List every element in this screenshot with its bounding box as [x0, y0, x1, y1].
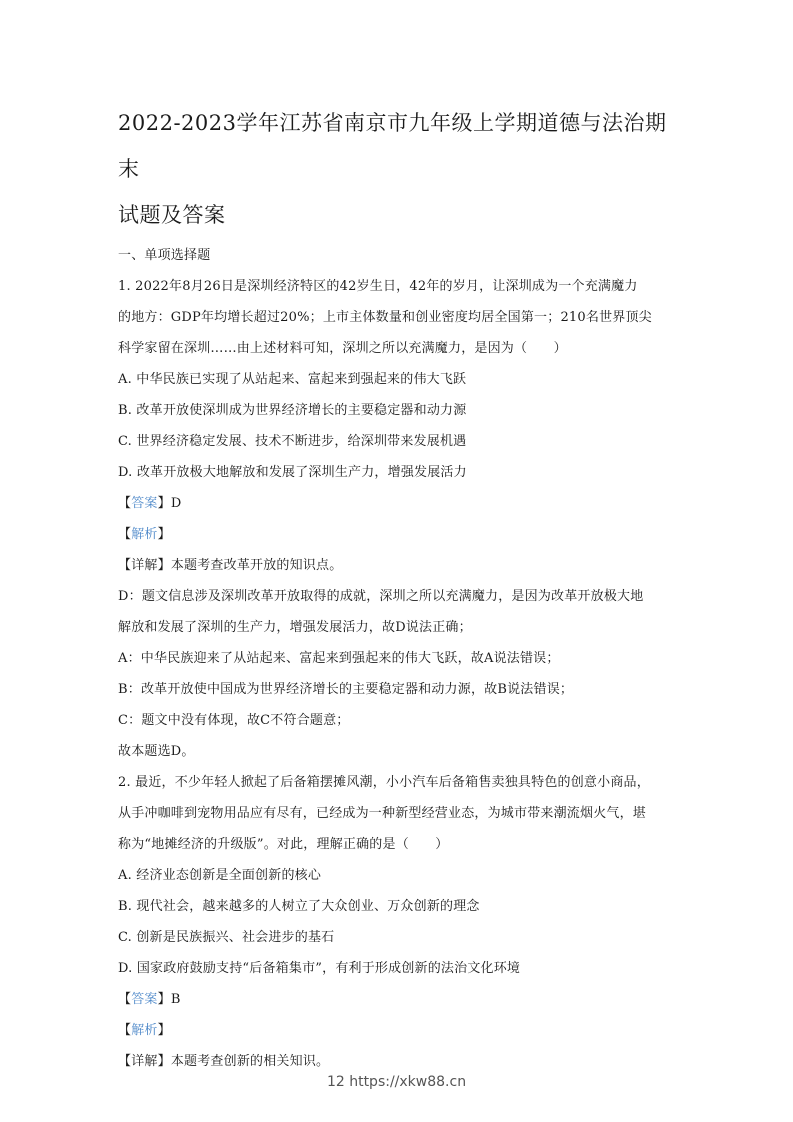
answer-tag: 【答案】	[118, 992, 171, 1007]
option-c: C. 世界经济稳定发展、技术不断进步，给深圳带来发展机遇	[118, 434, 467, 449]
detail-line: A：中华民族迎来了从站起来、富起来到强起来的伟大飞跃，故A说法错误；	[118, 651, 560, 666]
question-2	[118, 767, 678, 1077]
answer-value: D	[170, 496, 182, 511]
section-heading: 一、单项选择题	[118, 248, 211, 263]
detail-line: B：改革开放使中国成为世界经济增长的主要稳定器和动力源，故B说法错误；	[118, 682, 574, 697]
analysis-line	[118, 519, 678, 550]
answer-line	[118, 984, 678, 1015]
question-stem-line: 的地方：GDP年均增长超过20%；上市主体数量和创业密度均居全国第一；210名世界顶尖	[118, 310, 652, 325]
detail-tag: 【详解】	[118, 1054, 171, 1069]
option-c: C. 创新是民族振兴、社会进步的基石	[118, 930, 335, 945]
answer-tag: 【答案】	[118, 496, 171, 511]
document-page	[118, 100, 678, 1077]
title-line-2: 试题及答案	[118, 203, 226, 227]
title-line-1: 2022-2023学年江苏省南京市九年级上学期道德与法治期末	[118, 111, 667, 181]
detail-line: C：题文中没有体现，故C不符合题意；	[118, 713, 350, 728]
question-stem-line: 2. 最近，不少年轻人掀起了后备箱摆摊风潮，小小汽车后备箱售卖独具特色的创意小商品，	[118, 775, 650, 790]
answer-value: B	[170, 992, 181, 1007]
detail-line: 故本题选D。	[118, 744, 195, 759]
question-stem-line: 从手冲咖啡到宠物用品应有尽有，已经成为一种新型经营业态，为城市带来潮流烟火气，堪	[118, 806, 647, 821]
detail-line: 【详解】本题考查创新的相关知识。	[118, 1054, 330, 1069]
detail-tag: 【详解】	[118, 558, 171, 573]
option-a: A. 中华民族已实现了从站起来、富起来到强起来的伟大飞跃	[118, 372, 467, 387]
question-stem-line: 称为“地摊经济的升级版”。对此，理解正确的是（ ）	[118, 837, 449, 852]
option-d: D. 国家政府鼓励支持“后备箱集市”，有利于形成创新的法治文化环境	[118, 961, 521, 976]
page-footer[interactable]: 12 https://xkw88.cn	[326, 1074, 467, 1090]
question-1	[118, 271, 678, 767]
question-stem-line: 1. 2022年8月26日是深圳经济特区的42岁生日，42年的岁月，让深圳成为一个充满魔力	[118, 279, 638, 294]
option-a: A. 经济业态创新是全面创新的核心	[118, 868, 322, 883]
question-stem-line: 科学家留在深圳……由上述材料可知，深圳之所以充满魔力，是因为（ ）	[118, 341, 567, 356]
detail-line: D：题文信息涉及深圳改革开放取得的成就，深圳之所以充满魔力，是因为改革开放极大地	[118, 589, 644, 604]
option-b: B. 现代社会，越来越多的人树立了大众创业、万众创新的理念	[118, 899, 480, 914]
detail-line: 解放和发展了深圳的生产力，增强发展活力，故D说法正确；	[118, 620, 472, 635]
analysis-tag: 【解析】	[118, 527, 171, 542]
answer-line	[118, 488, 678, 519]
option-b: B. 改革开放使深圳成为世界经济增长的主要稳定器和动力源	[118, 403, 467, 418]
detail-line: 【详解】本题考查改革开放的知识点。	[118, 558, 343, 573]
analysis-line	[118, 1015, 678, 1046]
document-title	[118, 100, 678, 238]
analysis-tag: 【解析】	[118, 1023, 171, 1038]
option-d: D. 改革开放极大地解放和发展了深圳生产力，增强发展活力	[118, 465, 467, 480]
